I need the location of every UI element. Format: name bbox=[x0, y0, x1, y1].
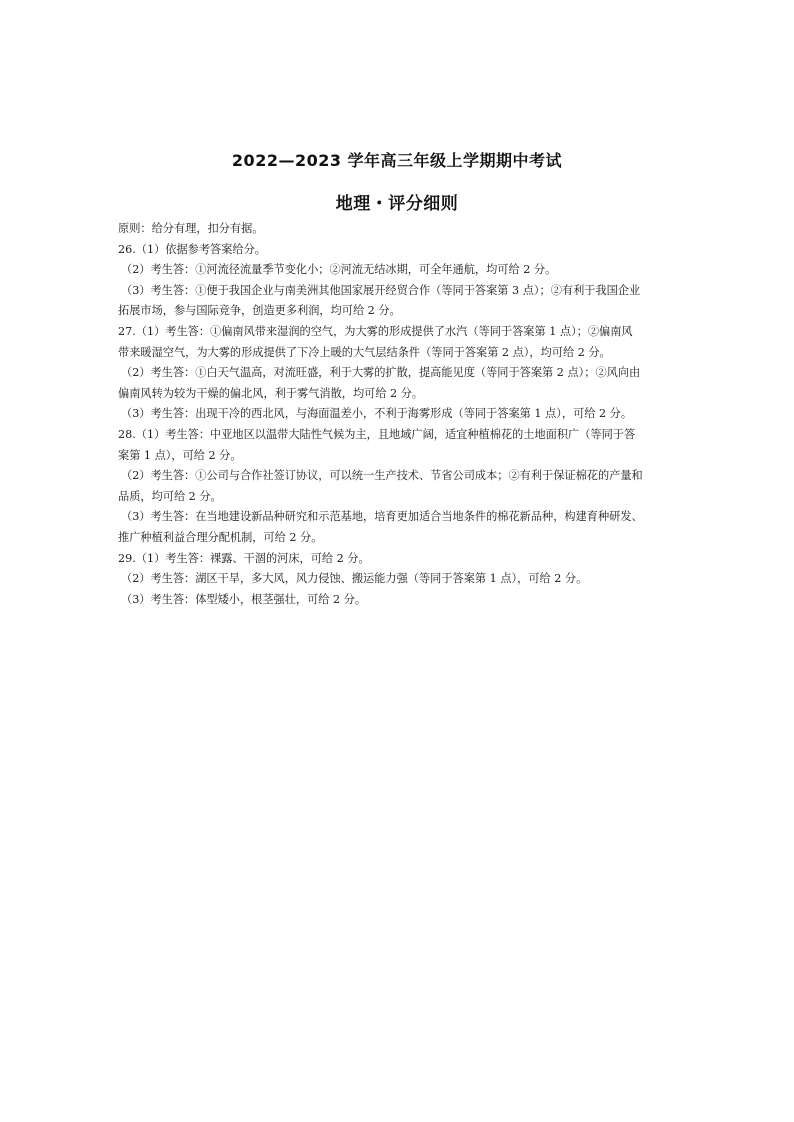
principle-line: 原则：给分有理，扣分有据。 bbox=[118, 222, 264, 235]
q29-part3-line: （3）考生答：体型矮小，根茎强壮，可给 2 分。 bbox=[121, 592, 367, 606]
scoring-rules-body bbox=[118, 219, 678, 610]
q27-part1-line: 27.（1）考生答：①偏南风带来湿润的空气，为大雾的形成提供了水汽（等同于答案第 1 点）；②偏南风 bbox=[118, 324, 633, 338]
q26-part3-line-cont: 拓展市场，参与国际竞争，创造更多利润，均可给 2 分。 bbox=[118, 304, 401, 318]
q27-part3-line: （3）考生答：出现干冷的西北风，与海面温差小，不利于海雾形成（等同于答案第 1 点），可给 2 分。 bbox=[121, 407, 633, 421]
q28-part1-line: 28.（1）考生答：中亚地区以温带大陆性气候为主，且地域广阔，适宜种植棉花的土地面积广（等同于答 bbox=[118, 427, 636, 441]
q27-part2-line: （2）考生答：①白天气温高，对流旺盛，利于大雾的扩散，提高能见度（等同于答案第 2 点）；②风向由 bbox=[121, 366, 641, 380]
document-subtitle: 地理・评分细则 bbox=[335, 194, 459, 214]
q28-part1-line-cont: 案第 1 点），可给 2 分。 bbox=[118, 448, 242, 462]
q28-part3-line: （3）考生答：在当地建设新品种研究和示范基地，培育更加适合当地条件的棉花新品种，构建育种研发、 bbox=[121, 510, 643, 524]
q29-part2-line: （2）考生答：湖区干旱，多大风，风力侵蚀、搬运能力强（等同于答案第 1 点），可给 2 分。 bbox=[121, 572, 588, 586]
q27-part1-line-cont: 带来暖湿空气，为大雾的形成提供了下冷上暖的大气层结条件（等同于答案第 2 点），均可给 2 分。 bbox=[118, 345, 611, 359]
q28-part3-line-cont: 推广种植利益合理分配机制，可给 2 分。 bbox=[118, 530, 323, 544]
document-title: 2022—2023 学年高三年级上学期期中考试 bbox=[231, 151, 563, 170]
q29-part1-line: 29.（1）考生答：裸露、干涸的河床，可给 2 分。 bbox=[118, 551, 370, 565]
q27-part2-line-cont: 偏南风转为较为干燥的偏北风，利于雾气消散，均可给 2 分。 bbox=[118, 386, 424, 400]
q26-part1-line: 26.（1）依据参考答案给分。 bbox=[118, 242, 266, 256]
q26-part2-line: （2）考生答：①河流径流量季节变化小；②河流无结冰期，可全年通航，均可给 2 分。 bbox=[121, 263, 557, 277]
q28-part2-line-cont: 品质，均可给 2 分。 bbox=[118, 489, 222, 503]
q26-part3-line: （3）考生答：①便于我国企业与南美洲其他国家展开经贸合作（等同于答案第 3 点）；②有利于我国企业 bbox=[121, 283, 641, 297]
q28-part2-line: （2）考生答：①公司与合作社签订协议，可以统一生产技术、节省公司成本；②有利于保证棉花的产量和 bbox=[121, 469, 643, 483]
